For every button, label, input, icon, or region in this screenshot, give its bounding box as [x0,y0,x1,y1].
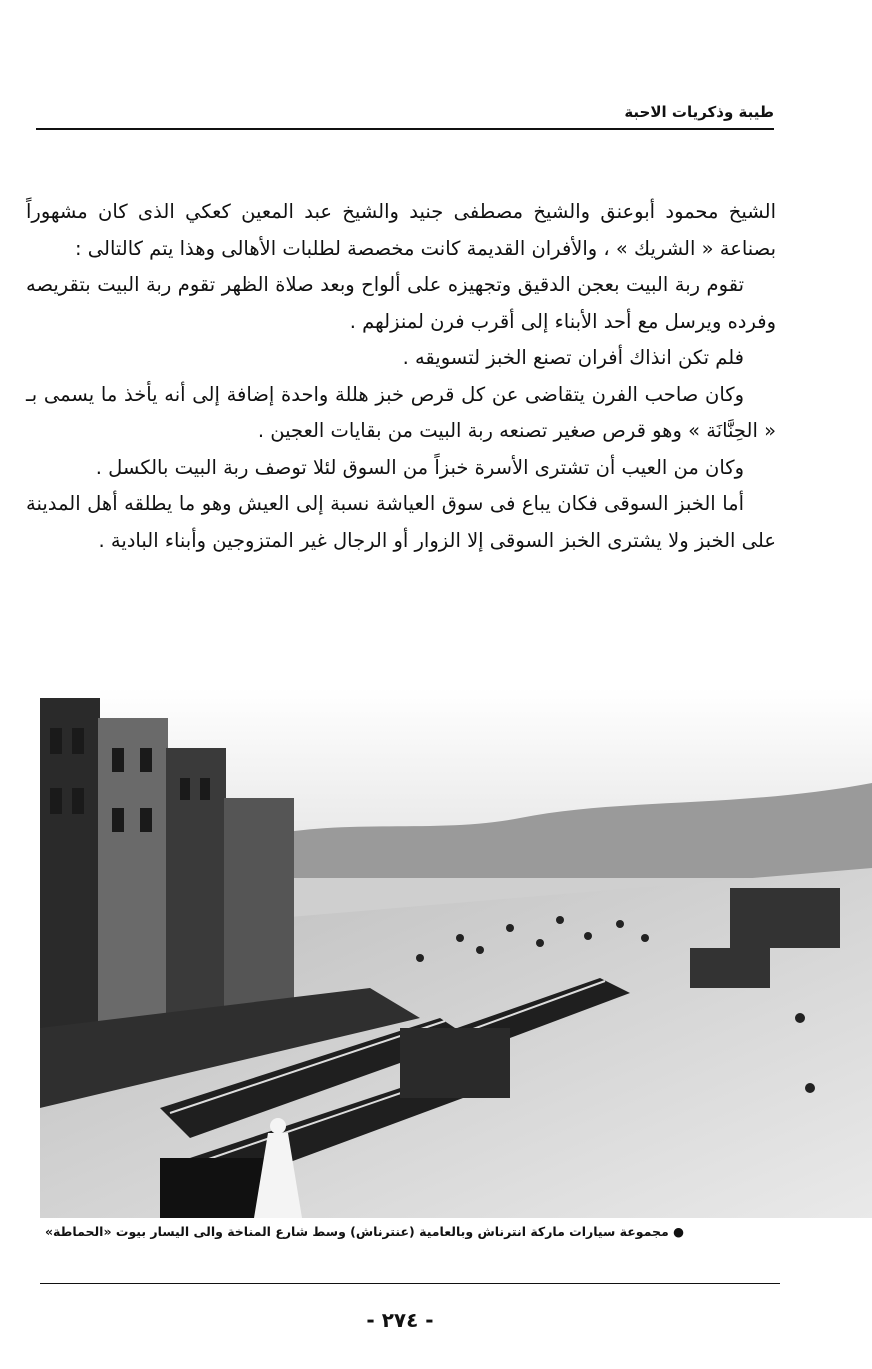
street-scene-illustration [40,688,872,1218]
paragraph: تقوم ربة البيت بعجن الدقيق وتجهيزه على ألواح وبعد صلاة الظهر تقوم ربة البيت بتقريصه وفرده ويرسل مع أحد الأبناء إلى أقرب فرن لمنزلهم . [26,273,776,333]
header-divider [36,128,774,130]
paragraph: أما الخبز السوقى فكان يباع فى سوق العياشة نسبة إلى العيش وهو ما يطلقه أهل المدينة على الخبز ولا يشترى الخبز السوقى إلا الزوار أو الرجال غير المتزوجين وأبناء البادية . [26,492,776,552]
paragraph: الشيخ محمود أبوعنق والشيخ مصطفى جنيد والشيخ عبد المعين كعكي الذى كان مشهوراً بصناعة « الشريك » ، والأفران القديمة كانت مخصصة لطلبات الأهالى وهذا يتم كالتالى : [26,200,776,260]
body-text [26,194,776,559]
historical-photo [40,688,872,1218]
paragraph: وكان صاحب الفرن يتقاضى عن كل قرص خبز هللة واحدة إضافة إلى أنه يأخذ ما يسمى بـ « الحِنَّانَة » وهو قرص صغير تصنعه ربة البيت من بقايات العجين . [26,382,776,442]
page-number: - ٢٧٤ - [366,1308,434,1332]
running-header-title: طيبة وذكريات الاحبة [624,103,774,121]
paragraph: وكان من العيب أن تشترى الأسرة خبزاً من السوق لئلا توصف ربة البيت بالكسل . [95,455,744,479]
paragraph: فلم تكن انذاك أفران تصنع الخبز لتسويقه . [402,346,744,369]
photo-caption: ● مجموعة سيارات ماركة انترناش وبالعامية (عنترناش) وسط شارع المناخة والى اليسار بيوت «الحماطة» [44,1224,684,1239]
footer-divider [40,1283,780,1284]
